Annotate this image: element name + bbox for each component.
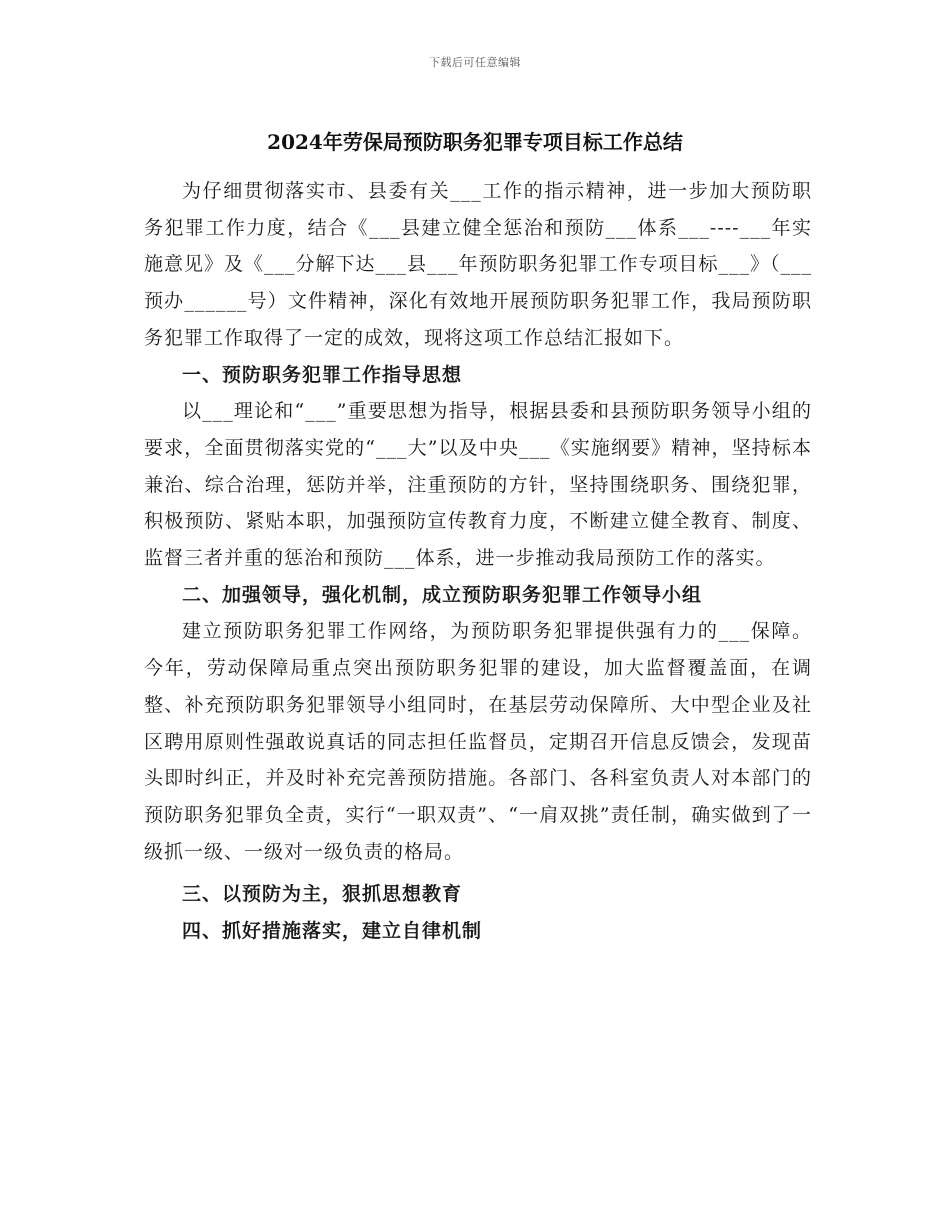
intro-paragraph: 为仔细贯彻落实市、县委有关___工作的指示精神，进一步加大预防职务犯罪工作力度，结合《___县建立健全惩治和预防___体系___----___年实施意见》及《___分解下达___县___年预防职务犯罪工作专项目标___》（___预办______号）文件精神，深化有效地开展预防职务犯罪工作，我局预防职务犯罪工作取得了一定的成效，现将这项工作总结汇报如下。 (144, 180, 813, 349)
document-body (144, 173, 812, 950)
section-2-paragraph: 建立预防职务犯罪工作网络，为预防职务犯罪提供强有力的___保障。今年，劳动保障局重点突出预防职务犯罪的建设，加大监督覆盖面，在调整、补充预防职务犯罪领导小组同时，在基层劳动保障所、大中型企业及社区聘用原则性强敢说真话的同志担任监督员，定期召开信息反馈会，发现苗头即时纠正，并及时补充完善预防措施。各部门、各科室负责人对本部门的预防职务犯罪负全责，实行“一职双责”、“一肩双挑”责任制，确实做到了一级抓一级、一级对一级负责的格局。 (144, 620, 812, 863)
section-heading-3: 三、以预防为主，狠抓思想教育 (182, 883, 463, 906)
document-title: 2024年劳保局预防职务犯罪专项目标工作总结 (267, 130, 683, 154)
section-heading-4: 四、抓好措施落实，建立自律机制 (182, 920, 483, 943)
section-heading-1: 一、预防职务犯罪工作指导思想 (182, 363, 463, 386)
section-heading-2: 二、加强领导，强化机制，成立预防职务犯罪工作领导小组 (182, 583, 703, 606)
page-header-note: 下载后可任意编辑 (429, 56, 521, 69)
section-1-paragraph: 以___理论和“___”重要思想为指导，根据县委和县预防职务领导小组的要求，全面贯彻落实党的“___大”以及中央___《实施纲要》精神，坚持标本兼治、综合治理，惩防并举，注重预防的方针，坚持围绕职务、围绕犯罪，积极预防、紧贴本职，加强预防宣传教育力度，不断建立健全教育、制度、监督三者并重的惩治和预防___体系，进一步推动我局预防工作的落实。 (144, 400, 812, 570)
